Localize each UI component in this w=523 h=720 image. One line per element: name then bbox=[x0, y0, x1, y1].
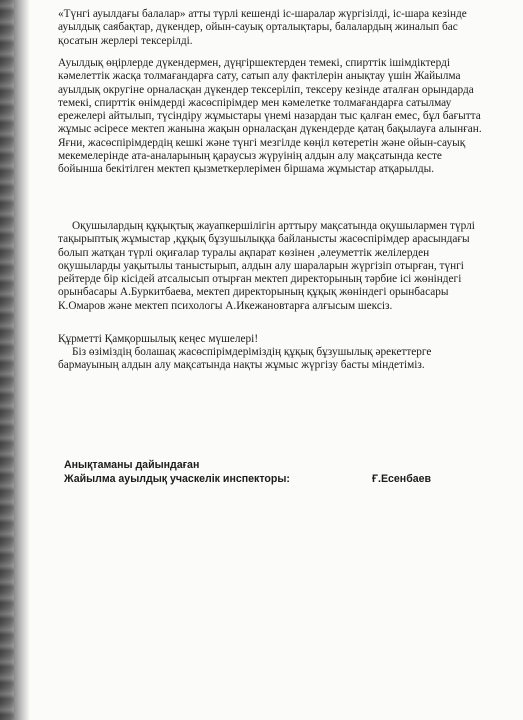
paragraph-events: «Түнгі ауылдағы балалар» атты түрлі кешенді іс-шаралар жүргізілді, іс-шара кезінде ауылдық саябақтар, дүкендер, ойын-сауық орталықтары, балалардың жиналып бас қосатын жерлері тексерілді. bbox=[58, 8, 467, 47]
signature-name: Ғ.Есенбаев bbox=[372, 473, 432, 485]
signature-position: Жайылма ауылдық учаскелік инспекторы: bbox=[64, 473, 290, 485]
signature-prepared-by: Анықтаманы дайындаған bbox=[64, 459, 200, 471]
scan-shadow-edge bbox=[0, 0, 30, 720]
paragraph-gratitude: Оқушылардың құқықтық жауапкершілігін арттыру мақсатында оқушылармен түрлі тақырыптық жұмыстар ,құқық бұзушылыққа байланысты жасөспірімдер арасындағы болып жатқан түрлі оқиғалар туралы ақпарат көзінен ,әлеуметтік желілерден оқушыларды уақытылы таныстырып, алдын алу шараларын жүргізіп отырған, түнгі рейтерде бір кісідей атсалысып отырған мектеп директорының тәрбие ісі жөніндегі орынбасары А.Буркитбаева, мектеп директорының құқық жөніндегі орынбасары К.Омаров және мектеп психологы А.Икежановтарға алғысым шексіз. bbox=[58, 220, 475, 312]
paragraph-shop-inspections: Ауылдық өңірлерде дүкендермен, дүңгіршектерден темекі, спирттік ішімдіктерді кәмелеттік жасқа толмағандарға сату, сатып алу фактілерін анықтау үшін Жайылма ауылдық округіне орналасқан дүкендер тексеріліп, тексеру кезінде аталған орындарда темекі, спирттік өнімдерді жасөспірімдер мен кәмелетке толмағандарға сатылмау ережелері айтылып, түсіндіру жұмыстары үнемі назардан тыс қалған емес, бұл бағытта жұмыс әсіресе мектеп жанына жақын орналасқан дүкендерде қатаң бақылауға алынған. Яғни, жасөспірімдердің кешкі және түнгі мезгілде көңіл көтеретін және ойын-сауық мекемелерінде ата-аналарының қараусыз жүруінің алдын алу мақсатында кесте бойынша бекітілген мектеп қызметкерлерімен біршама жұмыстар атқарылды. bbox=[58, 57, 482, 176]
address-line: Құрметті Қамқоршылық кеңес мүшелері! bbox=[58, 333, 259, 345]
paragraph-conclusion: Біз өзіміздің болашақ жасөспірімдеріміздің құқық бұзушылық әрекеттерге бармауының алдын алу мақсатында нақты жұмыс жүргізу басты міндетіміз. bbox=[58, 346, 432, 372]
